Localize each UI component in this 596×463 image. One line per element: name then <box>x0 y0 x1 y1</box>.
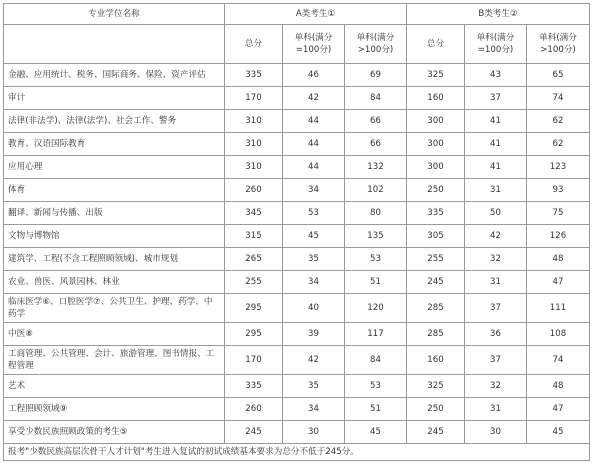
score-cell: 66 <box>345 110 407 133</box>
header-major-name: 专业学位名称 <box>4 4 225 25</box>
score-cell: 47 <box>527 271 590 294</box>
score-cell: 46 <box>283 64 345 87</box>
score-cell: 80 <box>345 202 407 225</box>
table-row <box>4 87 590 110</box>
header-group-a: A类考生① <box>225 4 407 25</box>
score-cell: 335 <box>225 64 283 87</box>
score-cell: 51 <box>345 398 407 421</box>
score-cell: 41 <box>465 133 527 156</box>
score-cell: 300 <box>407 110 465 133</box>
score-cell: 285 <box>407 323 465 346</box>
score-cell: 34 <box>283 398 345 421</box>
table-row <box>4 202 590 225</box>
score-cell: 335 <box>407 202 465 225</box>
major-name-cell: 工商管理、公共管理、会计、旅游管理、图书情报、工程管理 <box>4 346 225 375</box>
score-cell: 255 <box>407 248 465 271</box>
score-cell: 48 <box>527 375 590 398</box>
score-cell: 300 <box>407 133 465 156</box>
score-cell: 250 <box>407 179 465 202</box>
header-b-single-over100: 单科(满分 >100分) <box>527 25 590 64</box>
major-name-cell: 翻译、新闻与传播、出版 <box>4 202 225 225</box>
score-cell: 123 <box>527 156 590 179</box>
major-name-cell: 中医⑧ <box>4 323 225 346</box>
score-cell: 34 <box>283 271 345 294</box>
major-name-cell: 法律(非法学)、法律(法学)、社会工作、警务 <box>4 110 225 133</box>
score-cell: 31 <box>465 398 527 421</box>
score-cell: 50 <box>465 202 527 225</box>
score-cell: 69 <box>345 64 407 87</box>
major-name-cell: 工程照顾领域⑨ <box>4 398 225 421</box>
table-row <box>4 294 590 323</box>
table-row <box>4 421 590 444</box>
score-cell: 43 <box>465 64 527 87</box>
major-name-cell: 金融、应用统计、税务、国际商务、保险、资产评估 <box>4 64 225 87</box>
header-a-total: 总分 <box>225 25 283 64</box>
score-cell: 245 <box>407 271 465 294</box>
score-cell: 310 <box>225 156 283 179</box>
table-row <box>4 323 590 346</box>
score-cell: 40 <box>283 294 345 323</box>
header-blank <box>4 25 225 64</box>
footnote: 报考"少数民族高层次骨干人才计划"考生进入复试的初试成绩基本要求为总分不低于245分。 <box>4 444 590 461</box>
major-name-cell: 建筑学、工程(不含工程照顾领域)、城市规划 <box>4 248 225 271</box>
table-row <box>4 179 590 202</box>
score-cell: 245 <box>407 421 465 444</box>
score-cell: 53 <box>345 248 407 271</box>
score-cell: 285 <box>407 294 465 323</box>
major-name-cell: 享受少数民族照顾政策的考生⑤ <box>4 421 225 444</box>
score-cell: 74 <box>527 87 590 110</box>
score-cell: 75 <box>527 202 590 225</box>
major-name-cell: 临床医学⑥、口腔医学⑦、公共卫生、护理、药学、中药学 <box>4 294 225 323</box>
header-b-total: 总分 <box>407 25 465 64</box>
score-cell: 44 <box>283 156 345 179</box>
score-cell: 245 <box>225 421 283 444</box>
score-cell: 41 <box>465 110 527 133</box>
table-row <box>4 398 590 421</box>
major-name-cell: 体育 <box>4 179 225 202</box>
score-cell: 126 <box>527 225 590 248</box>
score-cell: 260 <box>225 398 283 421</box>
score-cell: 62 <box>527 110 590 133</box>
score-cell: 111 <box>527 294 590 323</box>
score-cell: 35 <box>283 375 345 398</box>
major-name-cell: 农业、兽医、风景园林、林业 <box>4 271 225 294</box>
score-cell: 42 <box>283 87 345 110</box>
major-name-cell: 教育、汉语国际教育 <box>4 133 225 156</box>
header-a-single-over100: 单科(满分 >100分) <box>345 25 407 64</box>
score-cell: 345 <box>225 202 283 225</box>
score-cell: 65 <box>527 64 590 87</box>
score-cell: 260 <box>225 179 283 202</box>
major-name-cell: 文物与博物馆 <box>4 225 225 248</box>
score-cell: 32 <box>465 375 527 398</box>
score-cell: 45 <box>283 225 345 248</box>
score-cell: 66 <box>345 133 407 156</box>
table-row <box>4 375 590 398</box>
score-cell: 117 <box>345 323 407 346</box>
score-cell: 51 <box>345 271 407 294</box>
score-cell: 325 <box>407 375 465 398</box>
score-cell: 132 <box>345 156 407 179</box>
score-cell: 53 <box>345 375 407 398</box>
score-cell: 45 <box>527 421 590 444</box>
table-row <box>4 64 590 87</box>
score-cell: 170 <box>225 346 283 375</box>
score-cell: 39 <box>283 323 345 346</box>
score-cell: 108 <box>527 323 590 346</box>
score-cell: 335 <box>225 375 283 398</box>
score-cell: 37 <box>465 294 527 323</box>
score-cell: 84 <box>345 87 407 110</box>
score-cell: 255 <box>225 271 283 294</box>
score-cell: 37 <box>465 87 527 110</box>
score-cell: 265 <box>225 248 283 271</box>
score-cell: 135 <box>345 225 407 248</box>
score-cell: 42 <box>465 225 527 248</box>
table-row <box>4 225 590 248</box>
score-cell: 30 <box>283 421 345 444</box>
score-cell: 102 <box>345 179 407 202</box>
score-cell: 36 <box>465 323 527 346</box>
score-cell: 31 <box>465 271 527 294</box>
header-b-single-100: 单科(满分 =100分) <box>465 25 527 64</box>
score-cell: 41 <box>465 156 527 179</box>
score-cell: 295 <box>225 294 283 323</box>
note-row <box>4 444 590 461</box>
score-cell: 325 <box>407 64 465 87</box>
table-row <box>4 133 590 156</box>
table-row <box>4 346 590 375</box>
score-cell: 295 <box>225 323 283 346</box>
score-cell: 35 <box>283 248 345 271</box>
score-cell: 47 <box>527 398 590 421</box>
table-row <box>4 156 590 179</box>
score-cell: 42 <box>283 346 345 375</box>
table-row <box>4 110 590 133</box>
score-cell: 305 <box>407 225 465 248</box>
major-name-cell: 审计 <box>4 87 225 110</box>
header-row-sub <box>4 25 590 64</box>
score-cell: 170 <box>225 87 283 110</box>
score-cell: 93 <box>527 179 590 202</box>
score-cell: 62 <box>527 133 590 156</box>
major-name-cell: 艺术 <box>4 375 225 398</box>
score-table <box>3 3 590 461</box>
score-cell: 48 <box>527 248 590 271</box>
score-cell: 53 <box>283 202 345 225</box>
score-cell: 310 <box>225 133 283 156</box>
table-row <box>4 271 590 294</box>
score-cell: 30 <box>465 421 527 444</box>
score-cell: 120 <box>345 294 407 323</box>
score-cell: 300 <box>407 156 465 179</box>
header-group-b: B类考生② <box>407 4 590 25</box>
score-cell: 34 <box>283 179 345 202</box>
score-cell: 37 <box>465 346 527 375</box>
score-cell: 31 <box>465 179 527 202</box>
score-cell: 45 <box>345 421 407 444</box>
score-cell: 44 <box>283 133 345 156</box>
score-cell: 32 <box>465 248 527 271</box>
score-cell: 74 <box>527 346 590 375</box>
major-name-cell: 应用心理 <box>4 156 225 179</box>
score-cell: 160 <box>407 87 465 110</box>
header-a-single-100: 单科(满分 =100分) <box>283 25 345 64</box>
score-cell: 315 <box>225 225 283 248</box>
score-cell: 44 <box>283 110 345 133</box>
header-row-groups <box>4 4 590 25</box>
score-cell: 310 <box>225 110 283 133</box>
score-cell: 84 <box>345 346 407 375</box>
score-cell: 250 <box>407 398 465 421</box>
score-cell: 160 <box>407 346 465 375</box>
table-row <box>4 248 590 271</box>
